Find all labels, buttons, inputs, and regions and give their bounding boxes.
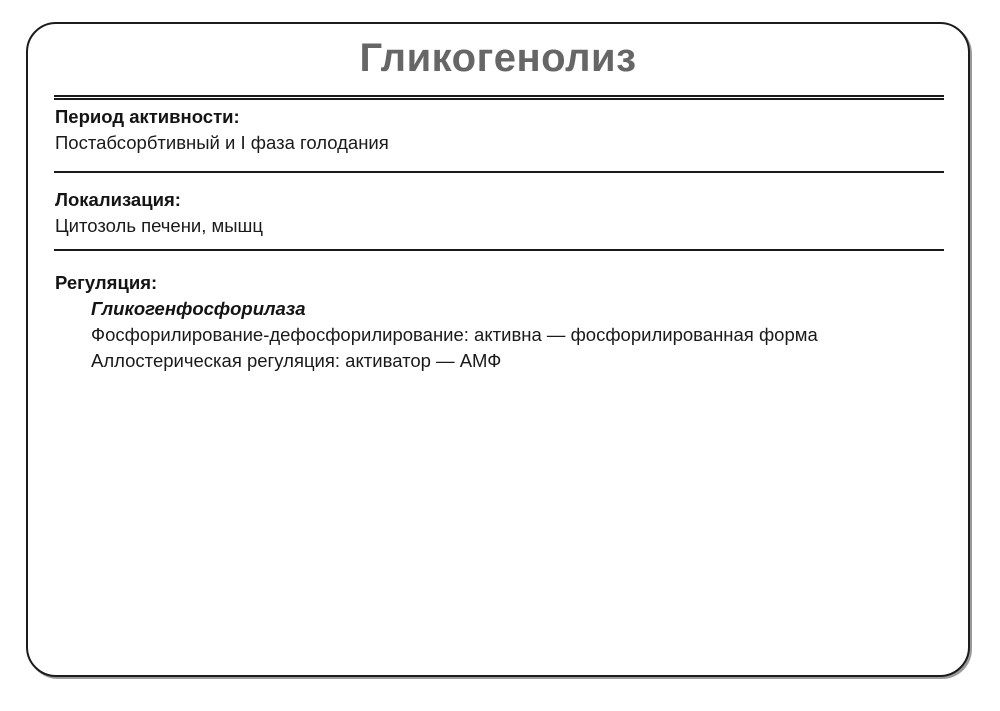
section-divider [54,249,944,251]
section-localization [55,187,948,239]
enzyme-name: Гликогенфосфорилаза [91,298,306,319]
title-divider [54,95,944,100]
section-text: Цитозоль печени, мышц [55,215,263,236]
section-heading: Регуляция: [55,272,158,293]
card-title: Гликогенолиз [359,36,637,80]
section-regulation [55,270,948,374]
regulation-line: Фосфорилирование-дефосфорилирование: активна — фосфорилированная форма [91,324,818,345]
info-card [26,22,970,677]
section-divider [54,171,944,173]
section-heading: Локализация: [55,189,181,210]
regulation-line: Аллостерическая регуляция: активатор — АМФ [91,350,502,371]
section-text: Постабсорбтивный и I фаза голодания [55,132,389,153]
section-heading: Период активности: [55,106,240,127]
section-activity-period [55,104,948,156]
